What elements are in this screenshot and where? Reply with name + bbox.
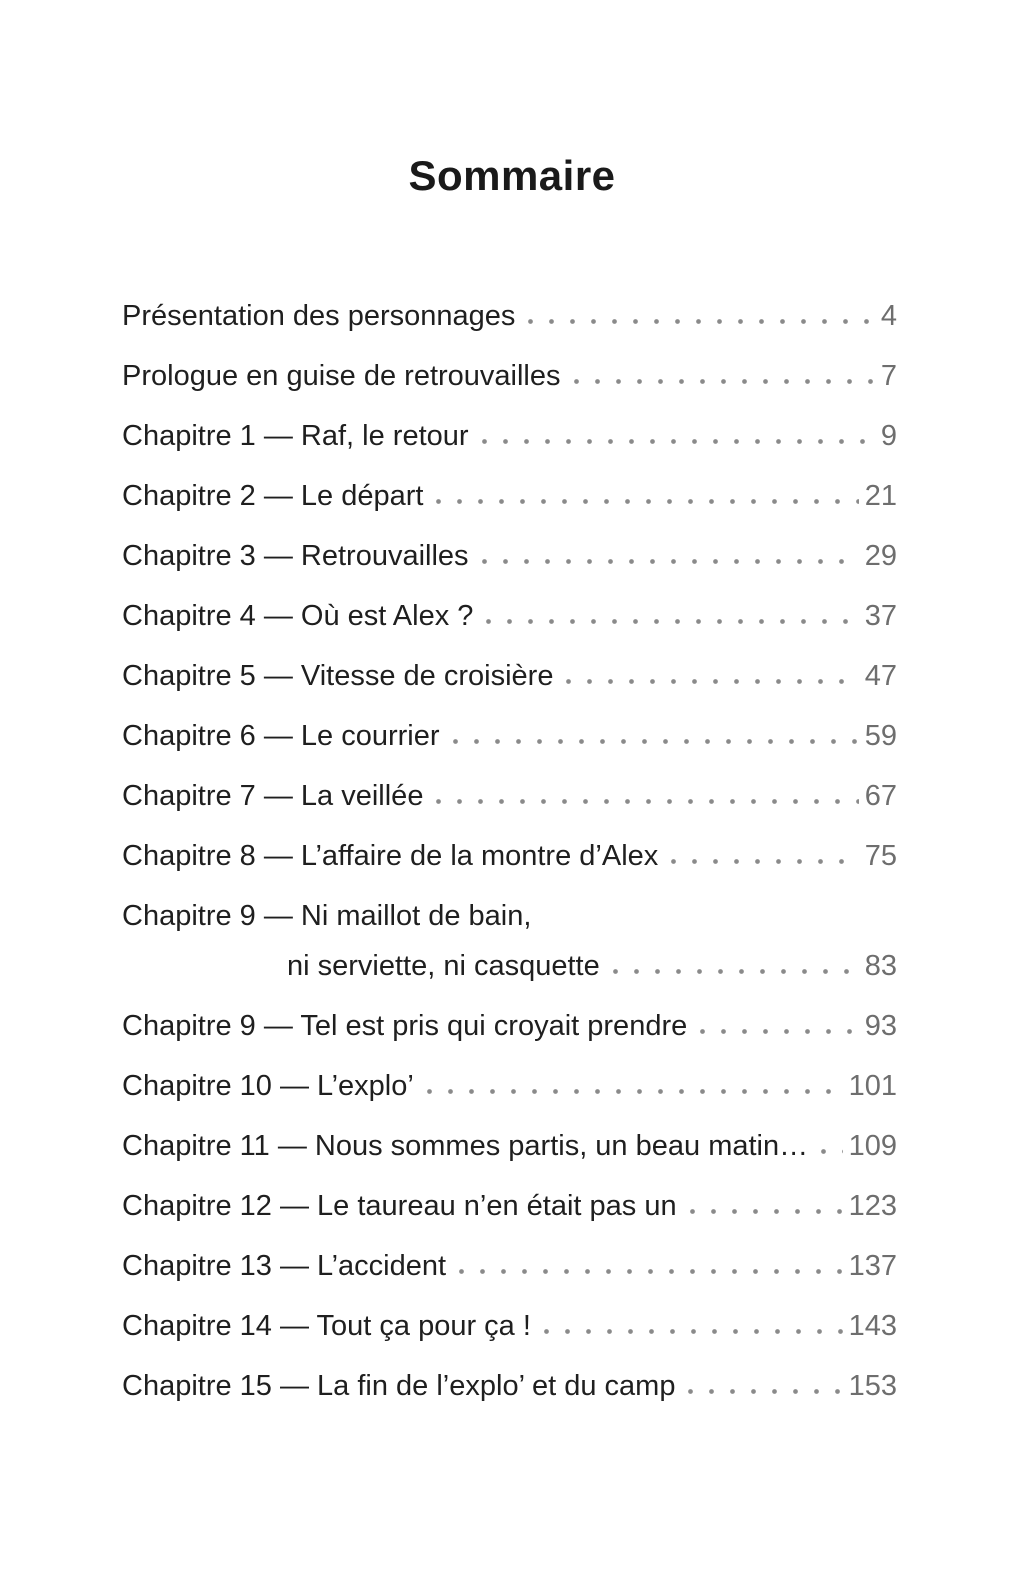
toc-entry [122, 720, 897, 753]
toc-entry-label: Chapitre 4 — Où est Alex ? [122, 600, 474, 633]
toc-entry-label: Chapitre 9 — Tel est pris qui croyait prendre [122, 1010, 688, 1043]
dot-leader [700, 1029, 859, 1035]
dot-leader [486, 619, 858, 625]
toc-entry-page-number: 83 [864, 950, 897, 983]
toc-entry [122, 840, 897, 873]
toc-entry-label: Chapitre 2 — Le départ [122, 480, 424, 513]
toc-entry [122, 1310, 897, 1343]
toc-entry [122, 1130, 897, 1163]
toc-entry [122, 780, 897, 813]
dot-leader [821, 1149, 843, 1155]
toc-entry-page-number: 9 [880, 420, 897, 453]
toc-entry-page-number: 137 [848, 1250, 897, 1283]
dot-leader [566, 679, 858, 685]
toc-entry-page-number: 75 [864, 840, 897, 873]
toc-entry [122, 540, 897, 573]
toc-entry [122, 1190, 897, 1223]
dot-leader [544, 1329, 843, 1335]
table-of-contents [0, 300, 1024, 1403]
toc-entry-label: ni serviette, ni casquette [287, 950, 600, 983]
toc-entry [122, 1250, 897, 1283]
dot-leader [671, 859, 858, 865]
dot-leader [613, 969, 859, 975]
toc-entry-label: Chapitre 11 — Nous sommes partis, un beau matin… [122, 1130, 809, 1163]
toc-entry-page-number: 101 [848, 1070, 897, 1103]
dot-leader [690, 1209, 843, 1215]
dot-leader [574, 379, 875, 385]
toc-entry-label: Chapitre 5 — Vitesse de croisière [122, 660, 554, 693]
dot-leader [482, 559, 859, 565]
dot-leader [528, 319, 874, 325]
toc-entry-page-number: 4 [880, 300, 897, 333]
toc-entry [122, 480, 897, 513]
toc-entry-label: Chapitre 1 — Raf, le retour [122, 420, 469, 453]
toc-entry-page-number: 21 [864, 480, 897, 513]
toc-entry-page-number: 37 [864, 600, 897, 633]
toc-entry-label: Chapitre 6 — Le courrier [122, 720, 440, 753]
toc-entry-page-number: 29 [864, 540, 897, 573]
dot-leader [436, 799, 858, 805]
toc-entry-page-number: 67 [864, 780, 897, 813]
toc-entry [122, 600, 897, 633]
dot-leader [427, 1089, 843, 1095]
toc-entry [122, 1370, 897, 1403]
toc-entry-label: Chapitre 10 — L’explo’ [122, 1070, 414, 1103]
dot-leader [459, 1269, 843, 1275]
toc-entry [122, 900, 897, 933]
toc-entry [122, 1010, 897, 1043]
toc-entry-label: Chapitre 13 — L’accident [122, 1250, 447, 1283]
page-title: Sommaire [408, 152, 616, 199]
toc-entry-page-number: 47 [864, 660, 897, 693]
toc-entry-label: Chapitre 12 — Le taureau n’en était pas un [122, 1190, 677, 1223]
toc-entry-label: Chapitre 9 — Ni maillot de bain, [122, 900, 532, 933]
toc-entry-label: Chapitre 14 — Tout ça pour ça ! [122, 1310, 531, 1343]
toc-entry-label: Chapitre 7 — La veillée [122, 780, 424, 813]
toc-entry-continuation [122, 950, 897, 983]
dot-leader [688, 1389, 842, 1395]
toc-entry-page-number: 7 [880, 360, 897, 393]
toc-entry-page-number: 143 [848, 1310, 897, 1343]
toc-entry [122, 660, 897, 693]
toc-entry-label: Chapitre 3 — Retrouvailles [122, 540, 469, 573]
dot-leader [453, 739, 859, 745]
toc-entry-page-number: 123 [848, 1190, 897, 1223]
toc-entry-page-number: 93 [864, 1010, 897, 1043]
toc-entry-page-number: 59 [864, 720, 897, 753]
toc-entry [122, 420, 897, 453]
toc-entry [122, 1070, 897, 1103]
toc-entry-page-number: 153 [848, 1370, 897, 1403]
toc-entry-label: Chapitre 15 — La fin de l’explo’ et du camp [122, 1370, 676, 1403]
toc-entry [122, 360, 897, 393]
dot-leader [436, 499, 858, 505]
toc-entry-label: Chapitre 8 — L’affaire de la montre d’Alex [122, 840, 659, 873]
toc-entry-page-number: 109 [848, 1130, 897, 1163]
dot-leader [482, 439, 875, 445]
toc-entry-label: Présentation des personnages [122, 300, 516, 333]
toc-entry-label: Prologue en guise de retrouvailles [122, 360, 561, 393]
toc-entry [122, 300, 897, 333]
